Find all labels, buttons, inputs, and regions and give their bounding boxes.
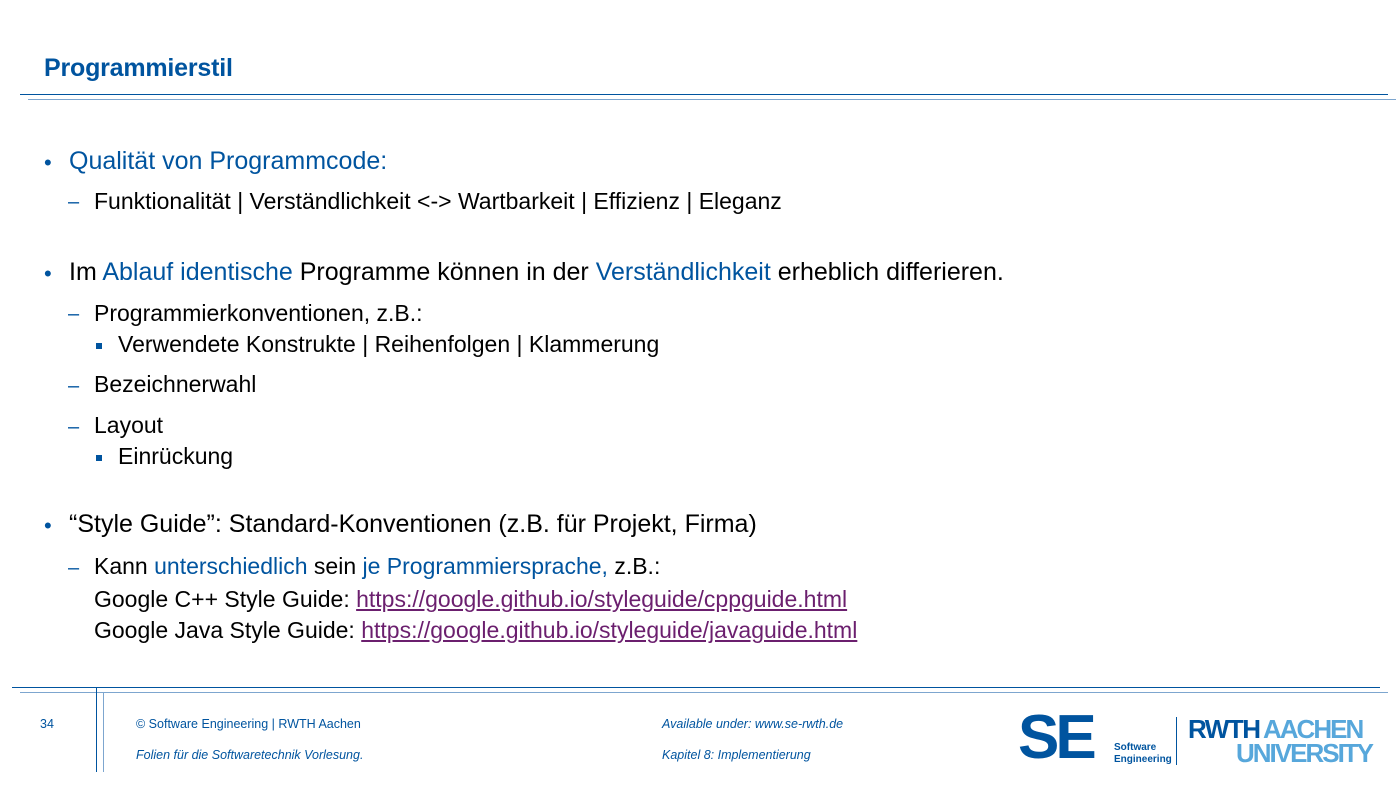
quality-criteria: Funktionalität | Verständlichkeit <-> Wartbarkeit | Effizienz | Eleganz: [94, 188, 782, 214]
conventions-label: Programmierkonventionen, z.B.:: [94, 300, 423, 326]
footer-available: Available under: www.se-rwth.de: [662, 717, 844, 731]
se-logo-text1: Software: [1114, 742, 1157, 753]
header-rule: [20, 94, 1388, 95]
highlight-text: je Programmiersprache,: [362, 553, 608, 579]
java-guide-line: [94, 615, 857, 646]
se-logo: [1018, 703, 1178, 772]
bullet-icon: •: [44, 261, 52, 286]
footer-divider: [96, 688, 97, 772]
square-bullet-icon: [96, 455, 102, 461]
conventions-item: Verwendete Konstrukte | Reihenfolgen | Klammerung: [118, 331, 660, 357]
cpp-guide-line: [94, 584, 847, 615]
section-quality-label: Qualität von Programmcode:: [69, 147, 388, 175]
square-bullet-icon: [96, 343, 102, 349]
layout-label: Layout: [94, 412, 164, 438]
text-fragment: erheblich differieren.: [770, 258, 1004, 286]
rwth-logo-university: UNIVERSITY: [1236, 738, 1373, 768]
text-fragment: Programme können in der: [292, 258, 596, 286]
java-guide-label: Google Java Style Guide:: [94, 617, 362, 643]
section-readability-text: [69, 258, 1004, 287]
highlight-text: unterschiedlich: [154, 553, 308, 579]
footer-copyright: © Software Engineering | RWTH Aachen: [136, 717, 361, 731]
rwth-logo-rwth: RWTH: [1188, 714, 1260, 744]
cpp-guide-link[interactable]: https://google.github.io/styleguide/cppguide.html: [356, 586, 848, 612]
slide-title: Programmierstil: [44, 54, 233, 82]
dash-icon: –: [68, 191, 80, 213]
footer-divider-secondary: [103, 692, 104, 772]
naming-label: Bezeichnerwahl: [94, 371, 257, 397]
logo-divider: [1176, 717, 1177, 765]
section-style-guide-label: “Style Guide”: Standard-Konventionen (z.B. für Projekt, Firma): [69, 510, 757, 538]
bullet-icon: •: [44, 150, 52, 175]
footer-course: Folien für die Softwaretechnik Vorlesung.: [136, 748, 364, 762]
highlight-text: Verständlichkeit: [595, 258, 771, 286]
rwth-logo: [1188, 714, 1373, 770]
layout-item: Einrückung: [118, 443, 234, 469]
text-fragment: z.B.:: [607, 553, 661, 579]
text-fragment: sein: [307, 553, 363, 579]
dash-icon: –: [68, 375, 80, 397]
footer-chapter: Kapitel 8: Implementierung: [662, 748, 811, 762]
page-number: 34: [40, 717, 54, 731]
style-guide-desc: [94, 551, 660, 582]
rwth-logo-aachen: AACHEN: [1263, 714, 1363, 744]
footer-rule-secondary: [20, 692, 1388, 693]
footer-rule: [12, 687, 1380, 688]
dash-icon: –: [68, 303, 80, 325]
cpp-guide-label: Google C++ Style Guide:: [94, 586, 357, 612]
dash-icon: –: [68, 557, 80, 579]
highlight-text: Ablauf identische: [102, 258, 293, 286]
text-fragment: Im: [69, 258, 103, 286]
header-rule-secondary: [28, 99, 1396, 100]
se-logo-letters: SE: [1018, 703, 1093, 772]
java-guide-link[interactable]: https://google.github.io/styleguide/javaguide.html: [361, 617, 858, 643]
se-logo-text2: Engineering: [1114, 754, 1172, 765]
text-fragment: Kann: [94, 553, 155, 579]
bullet-icon: •: [44, 513, 52, 538]
dash-icon: –: [68, 416, 80, 438]
